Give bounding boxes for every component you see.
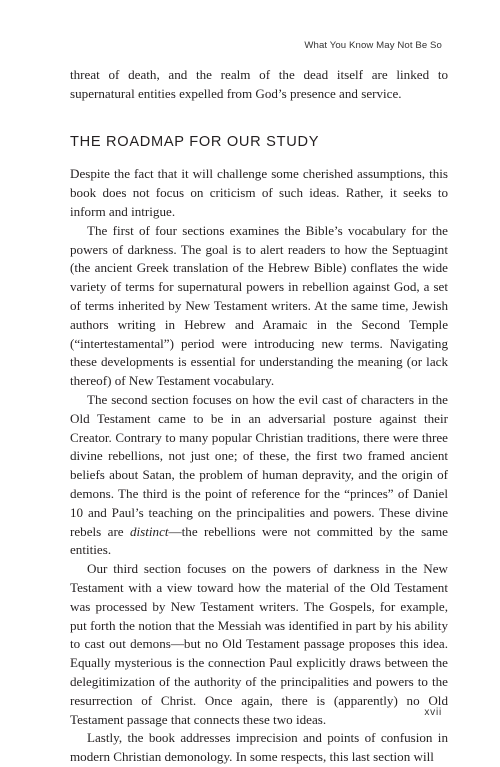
paragraph-second-section-start: The second section focuses on how the evil cast of characters in the Old Testament came to be in an adversarial posture against their Creator. Contrary to many popular Christian traditions, there were three divine rebellions, not just one; of these, the first two framed ancient beliefs about Satan, the problem of human depravity, and the origin of demons. The third is the point of reference for the “princes” of Daniel 10 and Paul’s teaching on the principalities and powers. These divine rebels are [70, 391, 448, 539]
page-body [70, 66, 448, 767]
paragraph-first-section: The first of four sections examines the Bible’s vocabulary for the powers of darkness. The goal is to alert readers to how the Septuagint (the ancient Greek translation of the Hebrew Bible) conflates the wide variety of terms for supernatural powers in rebellion against God, a set of terms inherited by New Testament writers. At the same time, Jewish authors writing in Hebrew and Aramaic in the Second Temple (“intertestamental”) period were introducing new terms. Navigating these developments is essential for understanding the meaning (or lack thereof) of New Testament vocabulary. [70, 222, 448, 389]
page-number: xvii [424, 707, 442, 718]
paragraph-second-section-end: —the rebellions were not committed by the same entities. [70, 523, 448, 558]
paragraph-continuation: threat of death, and the realm of the dead itself are linked to supernatural entities expelled from God’s presence and service. [70, 67, 448, 101]
section-heading: THE ROADMAP FOR OUR STUDY [70, 133, 320, 150]
paragraph-second-section [70, 391, 448, 560]
paragraph-third-section: Our third section focuses on the powers of darkness in the New Testament with a view toward how the material of the Old Testament was processed by New Testament writers. The Gospels, for example, put forth the notion that the Messiah was identified in part by his ability to cast out demons—but no Old Testament passage proposes this idea. Equally mysterious is the connection Paul explicitly draws between the delegitimization of the authority of the principalities and powers to the resurrection of Christ. Once again, there is (apparently) no Old Testament passage that connects these two ideas. [70, 561, 448, 727]
paragraph-fourth-section: Lastly, the book addresses imprecision and points of confusion in modern Christian demonology. In some respects, this last section will [70, 730, 448, 765]
emphasis-distinct: distinct [129, 523, 169, 539]
running-header: What You Know May Not Be So [304, 40, 442, 51]
paragraph-intro: Despite the fact that it will challenge some cherished assumptions, this book does not focus on criticism of such ideas. Rather, it seeks to inform and intrigue. [70, 166, 448, 219]
